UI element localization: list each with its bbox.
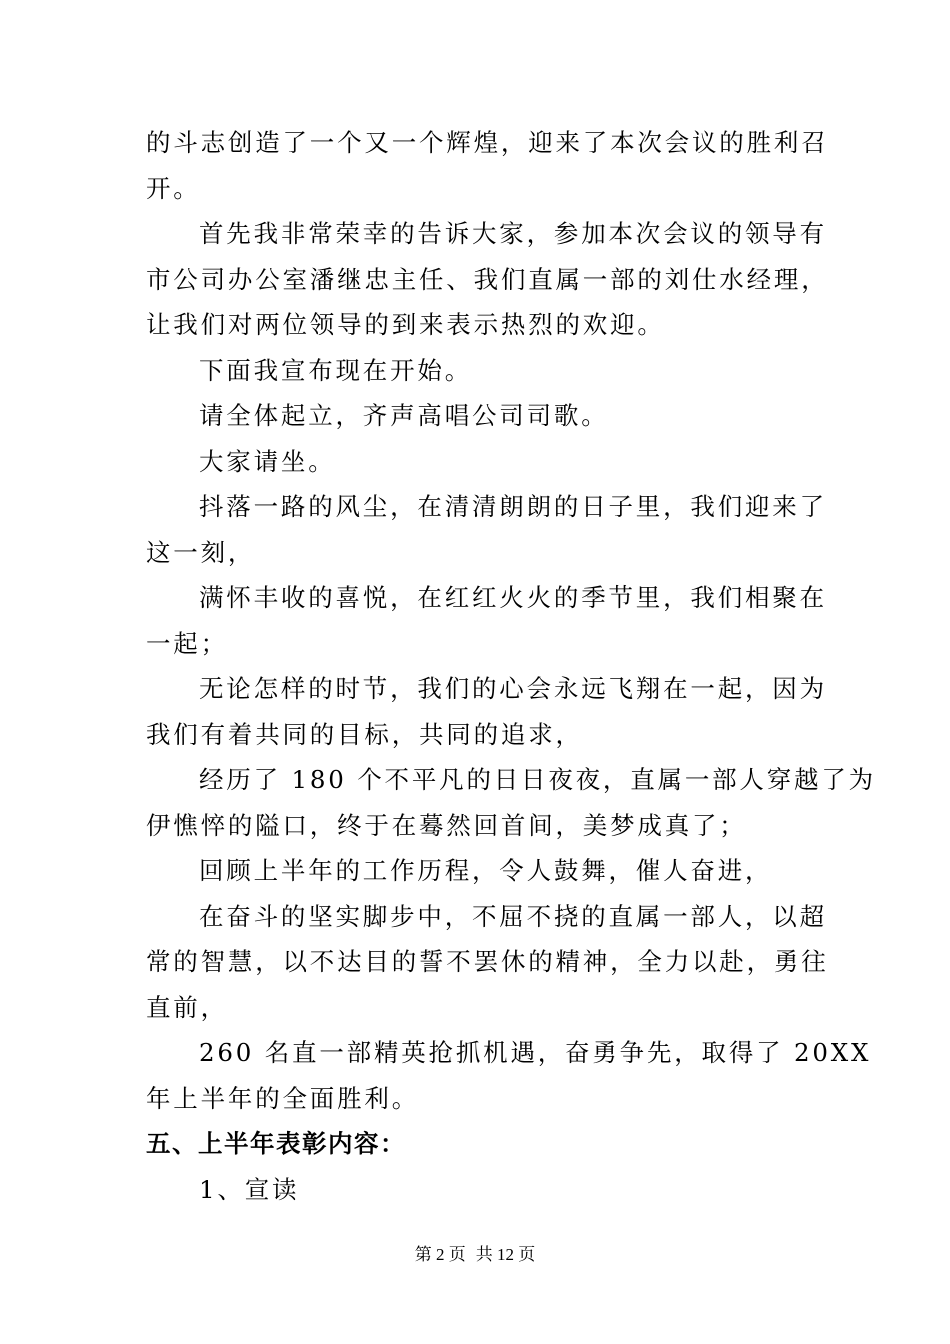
paragraph-line: 常的智慧，以不达目的誓不罢休的精神，全力以赴，勇往	[146, 947, 829, 976]
paragraph-line: 下面我宣布现在开始。	[199, 355, 472, 385]
paragraph-line: 开。	[146, 173, 201, 203]
paragraph-line: 在奋斗的坚实脚步中，不屈不挠的直属一部人，以超	[199, 901, 827, 931]
paragraph-line: 我们有着共同的目标，共同的追求，	[146, 719, 583, 749]
paragraph-line: 抖落一路的风尘，在清清朗朗的日子里，我们迎来了	[199, 492, 827, 521]
paragraph-line: 市公司办公室潘继忠主任、我们直属一部的刘仕水经理，	[146, 264, 829, 294]
paragraph-line: 满怀丰收的喜悦，在红红火火的季节里，我们相聚在	[199, 583, 827, 612]
paragraph-line: 年上半年的全面胜利。	[146, 1083, 419, 1113]
list-item: 1、宣读	[199, 1174, 300, 1204]
section-heading: 五、上半年表彰内容：	[146, 1129, 406, 1158]
page-number: 第 2 页	[414, 1245, 466, 1264]
paragraph-line: 请全体起立，齐声高唱公司司歌。	[199, 401, 609, 430]
paragraph-line: 让我们对两位领导的到来表示热烈的欢迎。	[146, 310, 665, 339]
paragraph-line: 这一刻，	[146, 537, 256, 567]
paragraph-line: 首先我非常荣幸的告诉大家，参加本次会议的领导有	[199, 219, 827, 248]
page-footer	[0, 1244, 950, 1266]
paragraph-line: 的斗志创造了一个又一个辉煌，迎来了本次会议的胜利召	[146, 128, 829, 157]
paragraph-line: 经历了 180 个不平凡的日日夜夜，直属一部人穿越了为	[199, 765, 876, 794]
paragraph-line: 回顾上半年的工作历程，令人鼓舞，催人奋进，	[199, 856, 773, 885]
paragraph-line: 直前，	[146, 992, 228, 1022]
document-body	[146, 120, 876, 1212]
paragraph-line: 一起；	[146, 628, 228, 658]
page-total: 共 12 页	[475, 1245, 536, 1264]
paragraph-line: 260 名直一部精英抢抓机遇，奋勇争先，取得了 20XX	[199, 1038, 872, 1067]
paragraph-line: 无论怎样的时节，我们的心会永远飞翔在一起，因为	[199, 674, 827, 703]
paragraph-line: 伊憔悴的隘口，终于在蓦然回首间，美梦成真了；	[146, 810, 747, 840]
paragraph-line: 大家请坐。	[199, 446, 336, 476]
